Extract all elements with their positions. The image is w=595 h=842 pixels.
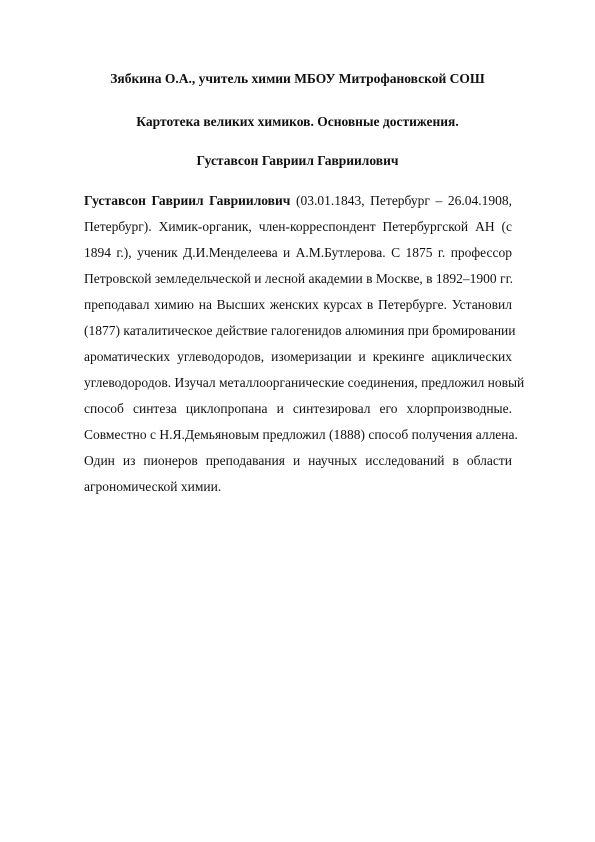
biography-paragraph	[84, 188, 525, 500]
paragraph-line-9: способ синтеза циклопропана и синтезировал его хлорпроизводные.	[84, 401, 512, 416]
chemist-heading: Густавсон Гавриил Гавриилович	[196, 153, 399, 168]
paragraph-line-7: ароматических углеводородов, изомеризации и крекинге ациклических	[84, 349, 512, 364]
paragraph-line-6: (1877) каталитическое действие галогенидов алюминия при бромировании	[84, 323, 516, 338]
paragraph-line-3: 1894 г.), ученик Д.И.Менделеева и А.М.Бутлерова. С 1875 г. профессор	[84, 245, 512, 260]
document-subtitle: Картотека великих химиков. Основные достижения.	[136, 114, 459, 129]
author-line: Зябкина О.А., учитель химии МБОУ Митрофановской СОШ	[110, 71, 485, 86]
paragraph-line-4: Петровской земледельческой и лесной академии в Москве, в 1892–1900 гг.	[84, 271, 513, 286]
paragraph-line-11: Один из пионеров преподавания и научных исследований в области	[84, 453, 512, 468]
paragraph-line-12: агрономической химии.	[84, 479, 222, 494]
paragraph-line-10: Совместно с Н.Я.Демьяновым предложил (1888) способ получения аллена.	[84, 427, 518, 442]
paragraph-line-1-text: (03.01.1843, Петербург – 26.04.1908,	[290, 193, 512, 208]
paragraph-line-5: преподавал химию на Высших женских курсах в Петербурге. Установил	[84, 297, 512, 312]
paragraph-line-2: Петербург). Химик-органик, член-корреспондент Петербургской АН (с	[84, 219, 512, 234]
paragraph-line-1	[84, 188, 512, 214]
chemist-name-bold: Густавсон Гавриил Гавриилович	[84, 193, 291, 208]
paragraph-line-8: углеводородов. Изучал металлоорганические соединения, предложил новый	[84, 375, 525, 390]
